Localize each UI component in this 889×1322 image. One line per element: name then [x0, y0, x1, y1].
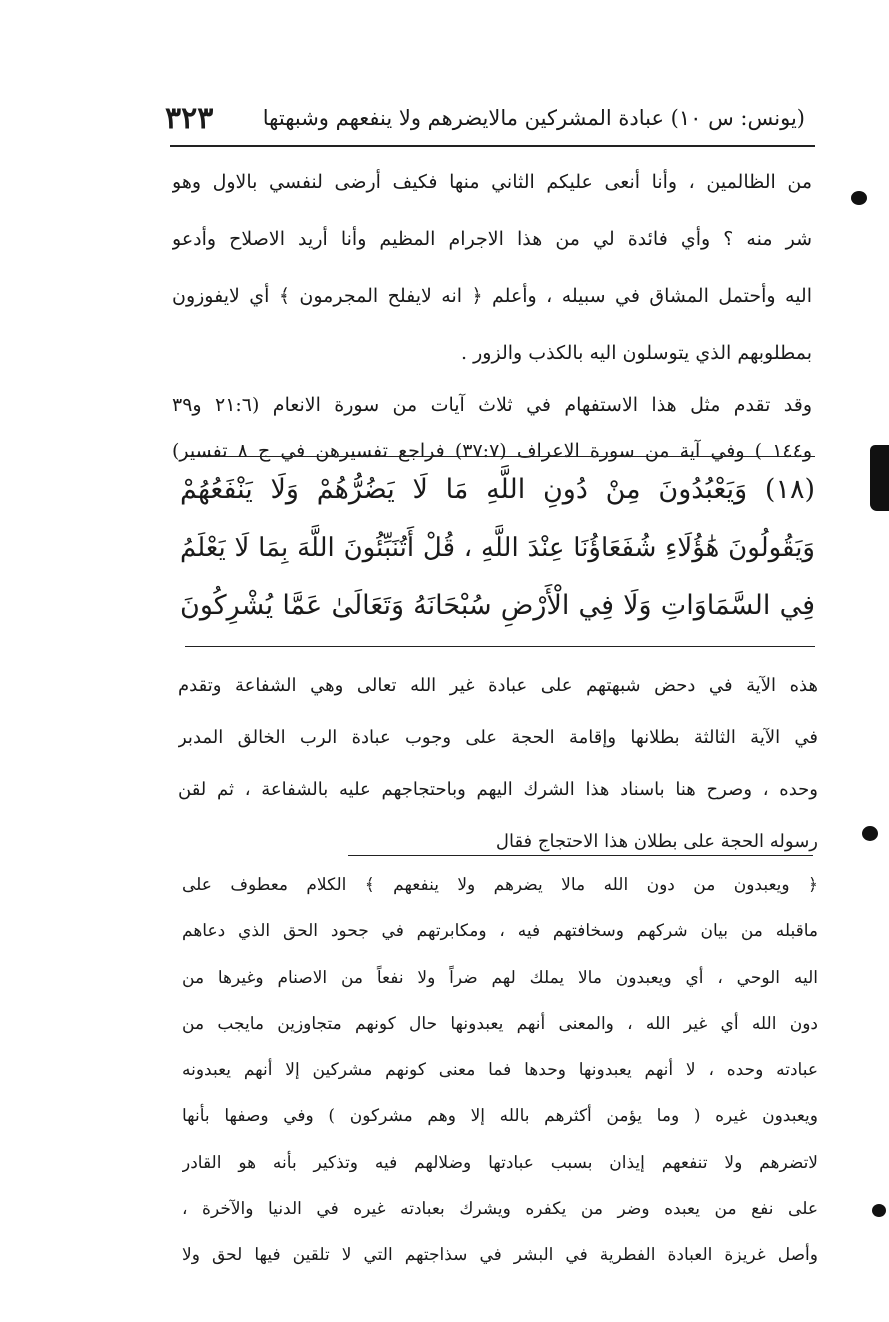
text-line: على نفع من يعبده وضر من يكفره ويشرك بعبادته غيره في الدنيا والآخرة ، [182, 1199, 818, 1220]
verse-line: فِي السَّمَاوَاتِ وَلَا فِي الْأَرْضِ سُبْحَانَهُ وَتَعَالَىٰ عَمَّا يُشْرِكُونَ [180, 590, 815, 621]
header-rule [170, 145, 815, 147]
verse-bottom-rule [185, 646, 815, 647]
text-line: ﴿ ويعبدون من دون الله مالا يضرهم ولا ينفعهم ﴾ الكلام معطوف على [182, 875, 818, 895]
text-line: وأصل غريزة العبادة الفطرية في البشر في سذاجتهم التي لا تلقين فيها لحق ولا [182, 1245, 818, 1266]
verse-line: وَيَقُولُونَ هَٰؤُلَاءِ شُفَعَاؤُنَا عِنْدَ اللَّهِ ، قُلْ أَتُنَبِّئُونَ اللَّهَ بِمَا لَا يَعْلَمُ [180, 533, 815, 563]
quran-verse [180, 461, 815, 635]
text-line: لاتضرهم ولا تنفعهم إيذان بسبب عبادتها وضلالهم فيه وتذكير بأنه هو القادر [182, 1152, 818, 1173]
text-line: هذه الآية في دحض شبهتهم على عبادة غير الله تعالى وهي الشفاعة وتقدم [178, 675, 818, 696]
text-line: من الظالمين ، وأنا أنعى عليكم الثاني منها فكيف أرضى لنفسي بالاول وهو [172, 171, 812, 193]
text-line: شر منه ؟ وأي فائدة لي من هذا الاجرام المظيم وأنا أريد الاصلاح وأدعو [172, 228, 812, 250]
text-line: و١٤٤ ) وفي آية من سورة الاعراف (٣٧:٧) فراجع تفسيرهن في ج ٨ تفسير) [172, 440, 812, 462]
text-line: اليه الوحي ، أي ويعبدون مالا يملك لهم ضراً ولا نفعاً من الاصنام وغيرها من [182, 967, 818, 988]
text-line: اليه وأحتمل المشاق في سبيله ، وأعلم ﴿ انه لايفلح المجرمون ﴾ أي لايفوزون [172, 285, 812, 307]
summary-paragraph [178, 660, 818, 868]
text-line: في الآية الثالثة بطلانها وإقامة الحجة على وجوب عبادة الرب الخالق المدبر [178, 727, 818, 748]
text-line: رسوله الحجة على بطلان هذا الاحتجاج فقال [495, 831, 818, 852]
page-number: ٣٢٣ [165, 100, 214, 136]
verse-top-rule [185, 456, 815, 457]
ink-blot [851, 191, 867, 205]
commentary-paragraph [182, 862, 818, 1279]
intro-paragraphs [172, 154, 812, 474]
text-line: ماقبله من بيان شركهم وسخافتهم فيه ، ومكابرتهم في جحود الحق الذي دعاهم [182, 921, 818, 942]
text-line: بمطلوبهم الذي يتوسلون اليه بالكذب والزور . [461, 342, 812, 364]
running-title: (يونس: س ١٠) عبادة المشركين مالايضرهم ولا ينفعهم وشبهتها [262, 106, 805, 130]
text-line: ويعبدون غيره ( وما يؤمن أكثرهم بالله إلا وهم مشركون ) وفي وصفها بأنها [182, 1106, 818, 1127]
text-line: وحده ، وصرح هنا باسناد هذا الشرك اليهم وباحتجاجهم عليه بالشفاعة ، ثم لقن [178, 779, 818, 800]
binding-mark [870, 445, 889, 511]
verse-line: (١٨) وَيَعْبُدُونَ مِنْ دُونِ اللَّهِ مَا لَا يَضُرُّهُمْ وَلَا يَنْفَعُهُمْ [180, 474, 815, 505]
ink-blot [862, 826, 878, 841]
text-line: عبادته وحده ، لا أنهم يعبدونها وحدها فما معنى كونهم مشركين إلا أنهم يعبدونه [182, 1060, 818, 1081]
page-header [165, 96, 805, 140]
text-line: وقد تقدم مثل هذا الاستفهام في ثلاث آيات من سورة الانعام (٢١:٦ و٣٩ [172, 394, 812, 416]
ink-blot [872, 1204, 886, 1217]
commentary-rule [348, 855, 813, 856]
text-line: دون الله أي غير الله ، والمعنى أنهم يعبدونها حال كونهم متجاوزين مايجب من [182, 1013, 818, 1034]
